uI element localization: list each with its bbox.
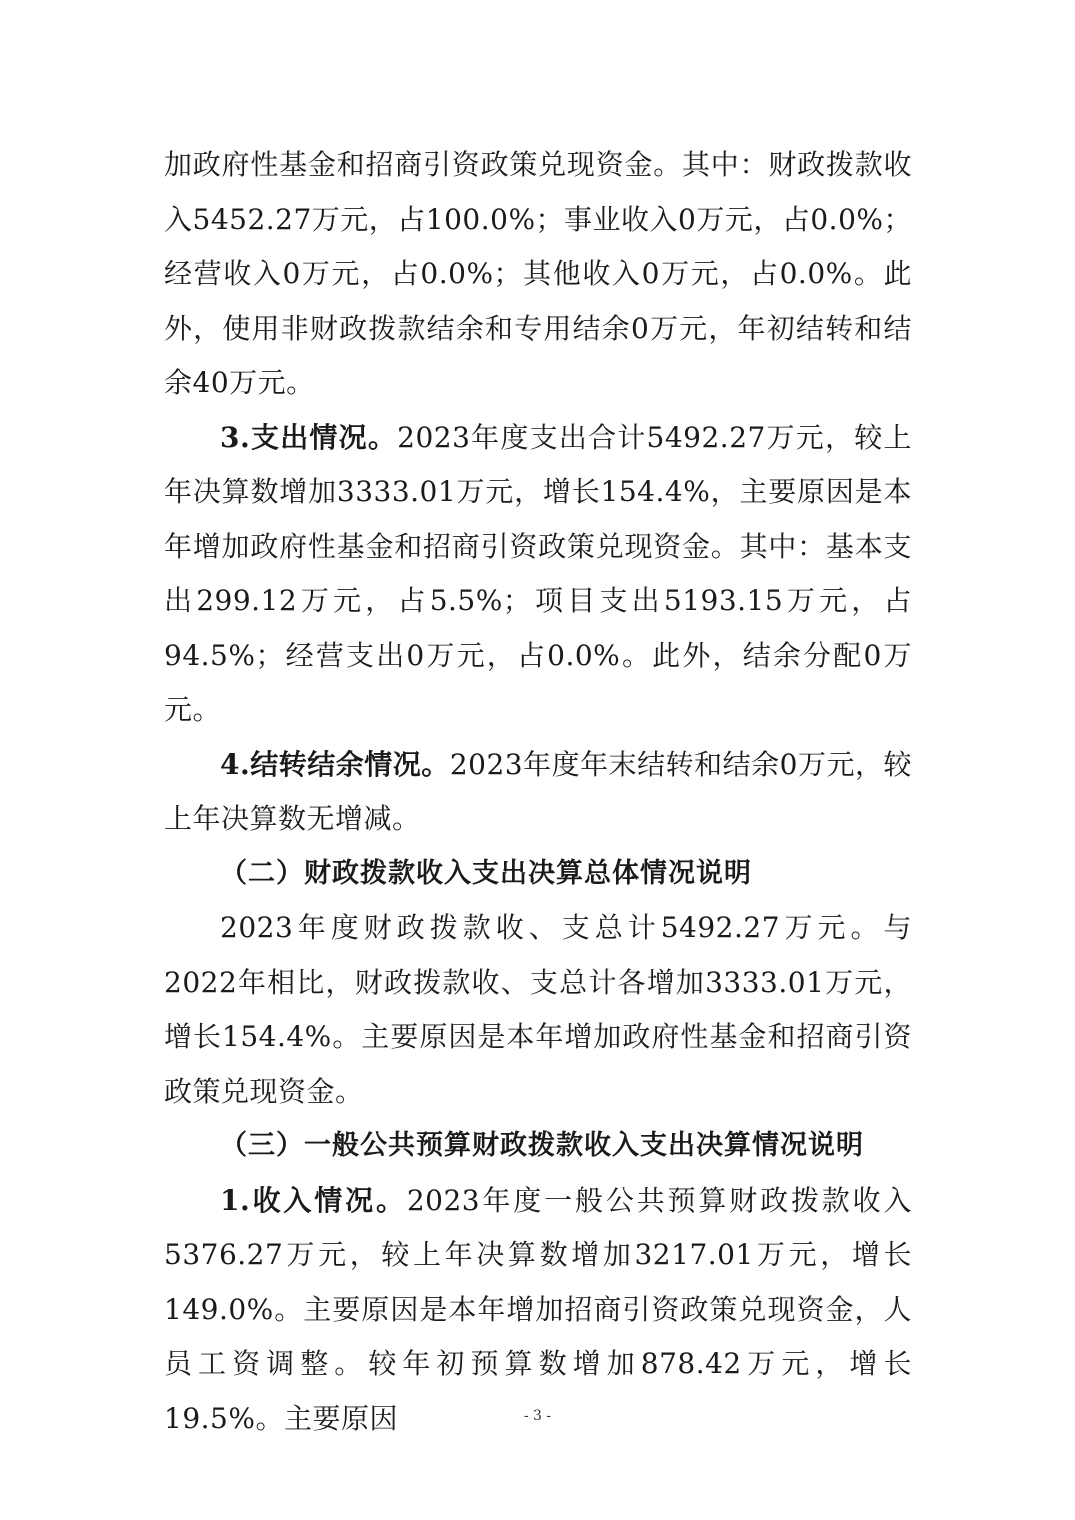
carryover-text: 2023年度年末结转和结余0万元，较上年决算数无增减。 [164,747,913,835]
paragraph-carryover [164,738,912,847]
general-income-label: 1.收入情况。 [220,1183,407,1217]
section-heading-2: （二）财政拨款收入支出决算总体情况说明 [220,857,752,889]
page-number: - 3 - [523,1408,552,1424]
paragraph-expenditure [164,411,912,738]
document-body [164,138,912,1446]
section-heading-3: （三）一般公共预算财政拨款收入支出决算情况说明 [220,1130,864,1161]
paragraph-general-income [164,1174,912,1447]
carryover-label: 4.结转结余情况。 [220,747,450,781]
paragraph-fiscal-overview: 2023年度财政拨款收、支总计5492.27万元。与2022年相比，财政拨款收、支总计各增加3333.01万元，增长154.4%。主要原因是本年增加政府性基金和招商引资政策兑现资金。 [164,911,912,1108]
paragraph-income-continued: 加政府性基金和招商引资政策兑现资金。其中：财政拨款收入5452.27万元，占100.0%；事业收入0万元，占0.0%；经营收入0万元，占0.0%；其他收入0万元，占0.0%。此外，使用非财政拨款结余和专用结余0万元，年初结转和结余40万元。 [164,148,913,399]
expenditure-text: 2023年度支出合计5492.27万元，较上年决算数增加3333.01万元，增长154.4%，主要原因是本年增加政府性基金和招商引资政策兑现资金。其中：基本支出299.12万元，占5.5%；项目支出5193.15万元，占94.5%；经营支出0万元，占0.0%。此外，结余分配0万元。 [164,420,912,726]
expenditure-label: 3.支出情况。 [220,420,398,454]
general-income-text: 2023年度一般公共预算财政拨款收入5376.27万元，较上年决算数增加3217.01万元，增长149.0%。主要原因是本年增加招商引资政策兑现资金，人员工资调整。较年初预算数增加878.42万元，增长19.5%。主要原因 [164,1183,913,1435]
